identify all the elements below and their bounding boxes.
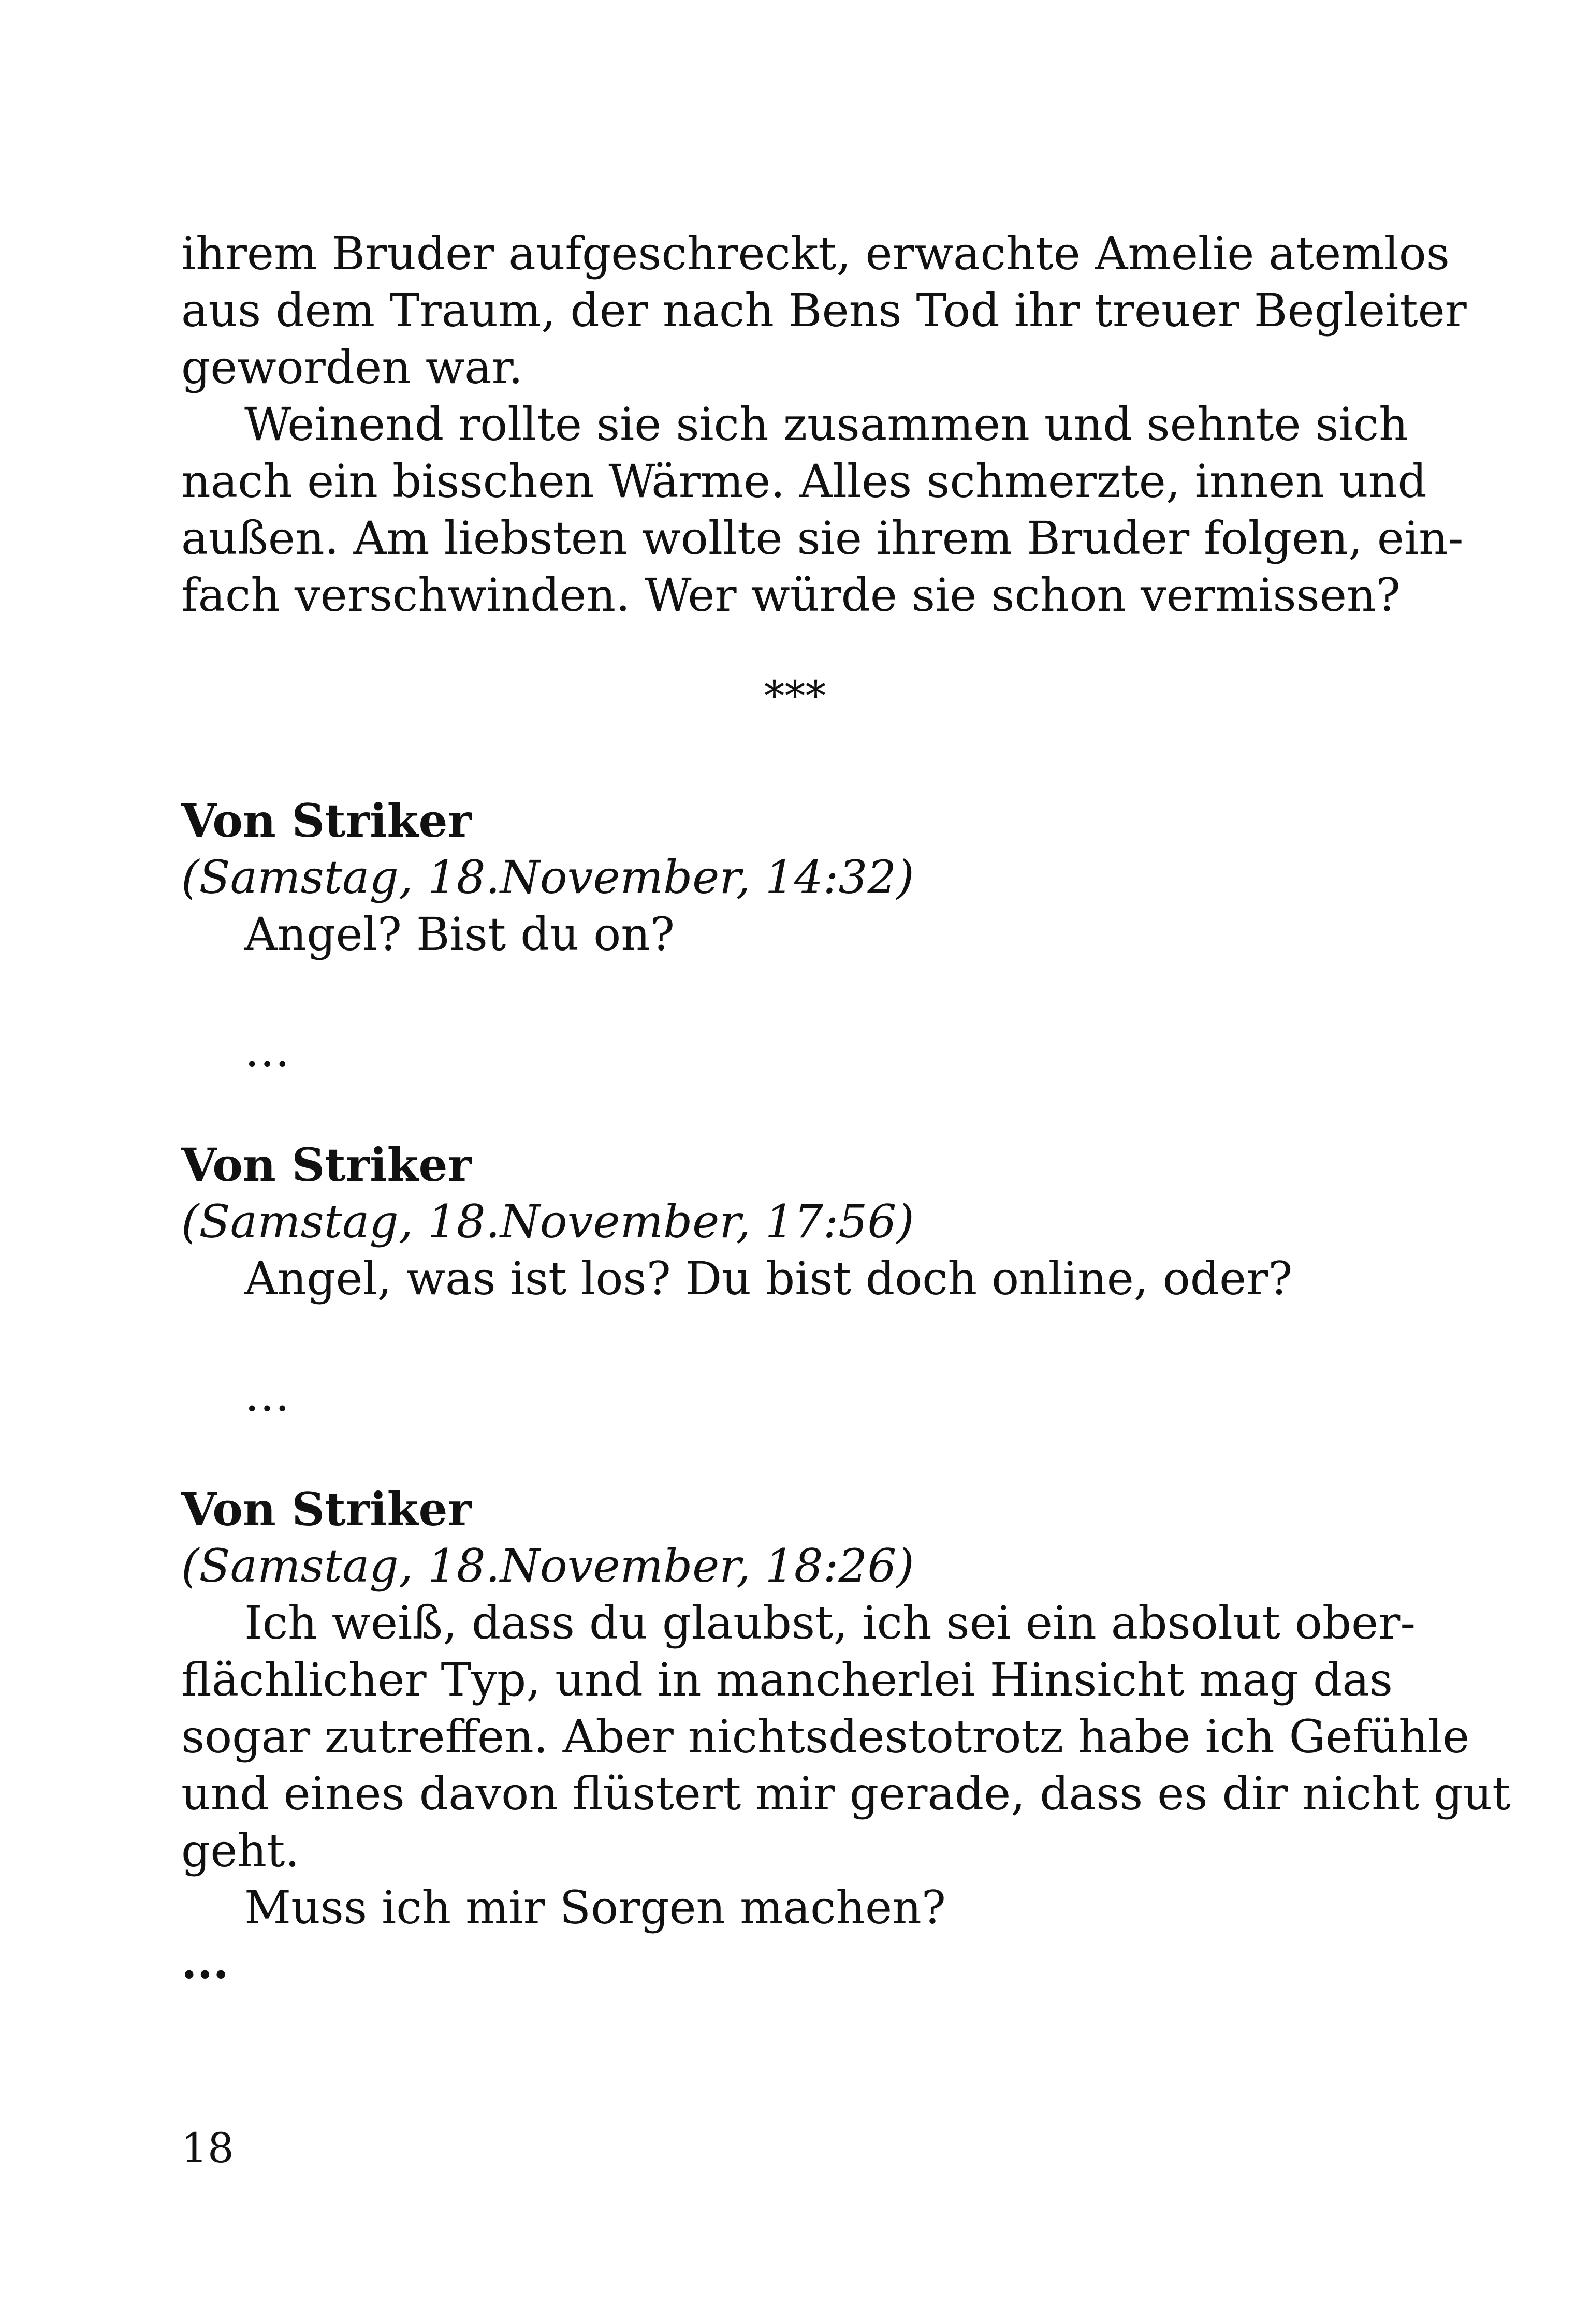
message-text: Ich weiß, dass du glaubst, ich sei ein absolut ober- xyxy=(244,1596,1416,1649)
paragraph-line: außen. Am liebsten wollte sie ihrem Bruder folgen, ein- xyxy=(181,511,1464,565)
message-sender: Von Striker xyxy=(181,1138,472,1192)
message-text: flächlicher Typ, und in mancherlei Hinsicht mag das xyxy=(181,1653,1393,1706)
page-number: 18 xyxy=(181,2124,234,2172)
message-text: und eines davon flüstert mir gerade, dass es dir nicht gut xyxy=(181,1767,1511,1820)
paragraph-line: aus dem Traum, der nach Bens Tod ihr treuer Begleiter xyxy=(181,284,1467,337)
message-text: Angel? Bist du on? xyxy=(244,908,675,961)
message-ellipsis: ... xyxy=(181,1935,229,1989)
paragraph-line: geworden war. xyxy=(181,341,523,394)
message-ellipsis: … xyxy=(244,1024,290,1077)
message-sender: Von Striker xyxy=(181,794,472,847)
paragraph-line: nach ein bisschen Wärme. Alles schmerzte, innen und xyxy=(181,455,1427,508)
message-timestamp: (Samstag, 18.November, 14:32) xyxy=(181,851,914,904)
message-text: sogar zutreffen. Aber nichtsdestotrotz habe ich Gefühle xyxy=(181,1710,1470,1763)
message-ellipsis: … xyxy=(244,1368,290,1422)
message-timestamp: (Samstag, 18.November, 17:56) xyxy=(181,1195,914,1248)
message-text: Angel, was ist los? Du bist doch online, oder? xyxy=(244,1252,1293,1305)
message-timestamp: (Samstag, 18.November, 18:26) xyxy=(181,1539,914,1592)
message-text: geht. xyxy=(181,1824,300,1877)
scene-break: *** xyxy=(764,672,826,720)
paragraph-line: Weinend rollte sie sich zusammen und sehnte sich xyxy=(244,398,1408,451)
message-sender: Von Striker xyxy=(181,1482,472,1536)
message-text: Muss ich mir Sorgen machen? xyxy=(244,1881,946,1934)
paragraph-line: fach verschwinden. Wer würde sie schon vermissen? xyxy=(181,568,1401,622)
paragraph-line: ihrem Bruder aufgeschreckt, erwachte Amelie atemlos xyxy=(181,227,1450,280)
